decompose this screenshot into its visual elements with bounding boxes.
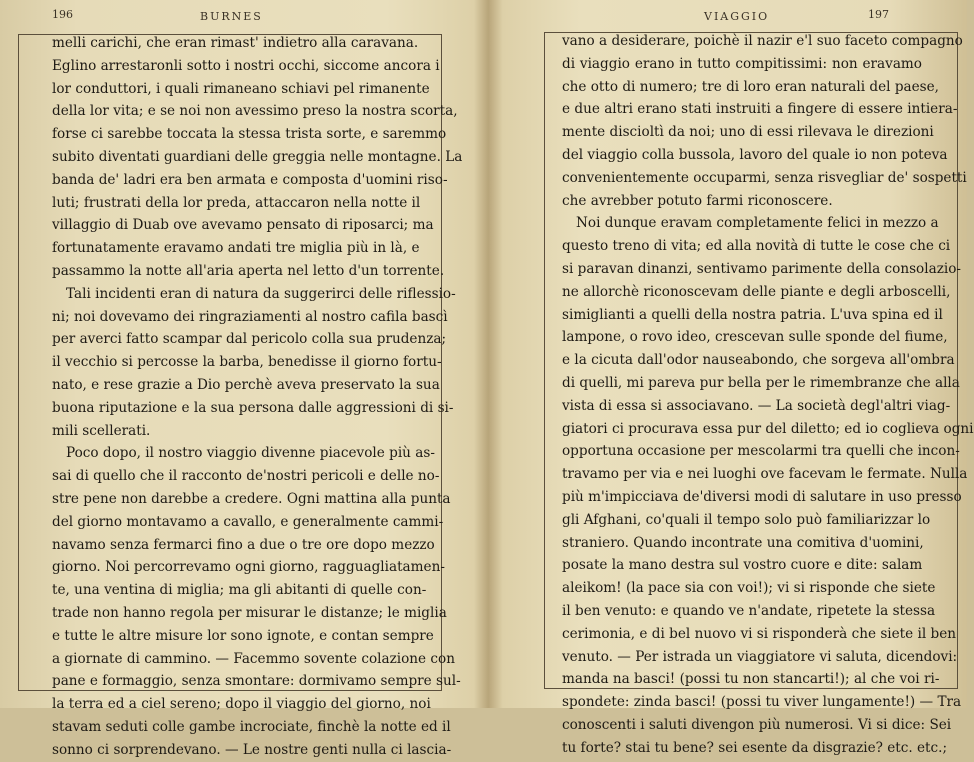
text-line: giatori ci procurava essa pur del diletto; ed io coglieva ogni — [562, 420, 974, 437]
text-line: trade non hanno regola per misurar le distanze; le miglia — [52, 604, 447, 621]
text-line: forse ci sarebbe toccata la stessa trista sorte, e saremmo — [52, 126, 447, 143]
left-running-head: BURNES — [200, 10, 263, 23]
text-line: e la cicuta dall'odor nauseabondo, che sorgeva all'ombra — [562, 352, 955, 369]
text-line: melli carichi, che eran rimast' indietro alla caravana. — [52, 35, 419, 51]
text-line: te, una ventina di miglia; ma gli abitanti di quelle con- — [52, 582, 427, 599]
text-line: ni; noi dovevamo dei ringraziamenti al nostro cafila bascì — [52, 308, 448, 325]
text-line: si paravan dinanzi, sentivamo parimente della consolazio- — [562, 260, 961, 277]
right-page-text — [562, 30, 974, 760]
text-line: per averci fatto scampar dal pericolo colla sua prudenza; — [52, 331, 447, 348]
text-line: a giornate di cammino. — Facemmo sovente colazione con — [52, 650, 455, 667]
text-line: navamo senza fermarci fino a due o tre ore dopo mezzo — [52, 536, 435, 553]
text-line: villaggio di Duab ove avevamo pensato di riposarci; ma — [52, 217, 434, 234]
text-line: nato, e rese grazie a Dio perchè aveva preservato la sua — [52, 376, 440, 393]
text-line: della lor vita; e se noi non avessimo preso la nostra scorta, — [52, 103, 458, 120]
text-line: e due altri erano stati instruiti a fingere di essere intiera- — [562, 101, 958, 118]
text-line: che avrebber potuto farmi riconoscere. — [562, 192, 833, 209]
text-line: pane e formaggio, senza smontare: dormivamo sempre sul- — [52, 673, 461, 690]
text-line: buona riputazione e la sua persona dalle aggressioni di si- — [52, 399, 454, 416]
text-line: il ben venuto: e quando ve n'andate, ripetete la stessa — [562, 602, 936, 619]
text-line: e tutte le altre misure lor sono ignote, e contan sempre — [52, 627, 434, 644]
text-line: opportuna occasione per mescolarmi tra quelli che incon- — [562, 443, 960, 460]
text-line: più m'impicciava de'diversi modi di salutare in uso presso — [562, 488, 962, 505]
text-line: del viaggio colla bussola, lavoro del quale io non poteva — [562, 146, 948, 163]
text-line: vano a desiderare, poichè il nazir e'l suo faceto compagno — [562, 33, 963, 49]
text-line: Noi dunque eravam completamente felici in mezzo a — [576, 215, 939, 232]
text-line: che otto di numero; tre di loro eran naturali del paese, — [562, 78, 940, 95]
text-line: stre pene non darebbe a credere. Ogni mattina alla punta — [52, 490, 451, 507]
text-line: la terra ed a ciel sereno; dopo il viaggio del giorno, noi — [52, 696, 431, 713]
text-line: travamo per via e nei luoghi ove facevam le fermate. Nulla — [562, 466, 968, 483]
text-line: luti; frustrati della lor preda, attaccaron nella notte il — [52, 194, 421, 211]
text-line: del giorno montavamo a cavallo, e generalmente cammi- — [52, 513, 444, 530]
text-line: stavam seduti colle gambe incrociate, finchè la notte ed il — [52, 718, 451, 735]
text-line: convenientemente occuparmi, senza risvegliar de' sospetti — [562, 169, 967, 186]
text-line: di quelli, mi pareva pur bella per le rimembranze che alla — [562, 374, 960, 391]
text-line: vista di essa si associavano. — La società degl'altri viag- — [562, 397, 951, 414]
text-line: mili scellerati. — [52, 422, 151, 439]
text-line: mente discioltì da noi; uno di essi rilevava le direzioni — [562, 124, 934, 141]
text-line: conoscenti i saluti divengon più numerosi. Vi si dice: Sei — [562, 716, 952, 733]
text-line: questo treno di vita; ed alla novità di tutte le cose che ci — [562, 238, 951, 255]
text-line: venuto. — Per istrada un viaggiatore vi saluta, dicendovi: — [562, 648, 958, 665]
left-page-number: 196 — [52, 8, 73, 21]
text-line: Eglino arrestaronli sotto i nostri occhi, siccome ancora i — [52, 57, 440, 74]
text-line: il vecchio si percosse la barba, benedisse il giorno fortu- — [52, 354, 442, 371]
text-line: lampone, o rovo ideo, crescevan sulle sponde del fiume, — [562, 329, 948, 346]
text-line: ne allorchè riconoscevam delle piante e degli arboscelli, — [562, 283, 951, 300]
text-line: simiglianti a quelli della nostra patria. L'uva spina ed il — [562, 306, 943, 323]
left-page — [0, 0, 480, 758]
text-line: gli Afghani, co'quali il tempo solo può familiarizzar lo — [562, 511, 931, 528]
right-page — [492, 0, 974, 756]
text-line: posate la mano destra sul vostro cuore e dite: salam — [562, 557, 923, 574]
text-line: subito diventati guardiani delle greggia nelle montagne. La — [52, 148, 463, 165]
text-line: sai di quello che il racconto de'nostri pericoli e delle no- — [52, 468, 440, 485]
text-line: di viaggio erano in tutto compitissimi: non eravamo — [562, 55, 922, 72]
text-line: spondete: zinda basci! (possi tu viver lungamente!) — Tra — [562, 694, 962, 711]
text-line: lor conduttori, i quali rimaneano schiavi pel rimanente — [52, 80, 430, 97]
text-line: banda de' ladri era ben armata e composta d'uomini riso- — [52, 171, 448, 188]
right-page-number: 197 — [868, 8, 889, 21]
text-line: fortunatamente eravamo andati tre miglia più in là, e — [52, 240, 420, 257]
text-line: manda na basci! (possi tu non stancarti!); al che voi ri- — [562, 671, 940, 688]
text-line: aleikom! (la pace sia con voi!); vi si risponde che siete — [562, 580, 936, 597]
text-line: passammo la notte all'aria aperta nel letto d'un torrente. — [52, 262, 445, 279]
text-line: cerimonia, e di bel nuovo vi si risponderà che siete il ben — [562, 625, 957, 642]
text-line: sonno ci sorprendevano. — Le nostre genti nulla ci lascia- — [52, 741, 452, 758]
text-line: tu forte? stai tu bene? sei esente da disgrazie? etc. etc.; — [562, 739, 948, 756]
left-page-text — [52, 32, 463, 762]
text-line: giorno. Noi percorrevamo ogni giorno, ragguagliatamen- — [52, 559, 445, 576]
text-line: Tali incidenti eran di natura da suggerirci delle riflessio- — [66, 285, 456, 302]
right-running-head: VIAGGIO — [704, 10, 770, 23]
text-line: straniero. Quando incontrate una comitiva d'uomini, — [562, 534, 924, 551]
text-line: Poco dopo, il nostro viaggio divenne piacevole più as- — [66, 445, 435, 462]
